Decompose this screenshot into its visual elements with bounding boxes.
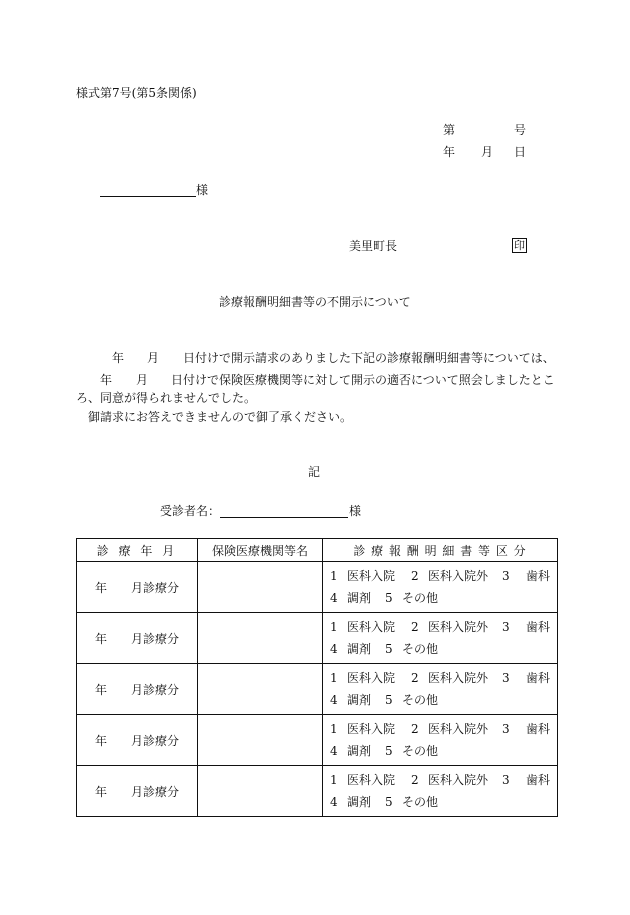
table-row [77, 766, 558, 817]
addressee-suffix: 様 [196, 183, 209, 197]
cat-label: その他 [402, 642, 439, 656]
treatment-month-cell [77, 613, 198, 664]
cat-num: 1 [330, 773, 338, 787]
cat-label: その他 [402, 744, 439, 758]
cat-label: 調剤 [347, 591, 372, 605]
cat-num: 2 [411, 773, 419, 787]
cat-label: 医科入院外 [428, 620, 489, 634]
category-cell [323, 613, 558, 664]
doc-number-dai: 第 [443, 123, 456, 137]
cat-label: 医科入院外 [428, 773, 489, 787]
body-line2-month: 月 [136, 373, 149, 387]
cat-label: 医科入院外 [428, 722, 489, 736]
cat-num: 2 [411, 569, 419, 583]
treatment-month-cell [77, 664, 198, 715]
cat-num: 4 [330, 591, 338, 605]
date-day: 日 [514, 145, 527, 159]
cat-label: 調剤 [347, 693, 372, 707]
cat-label: 歯科 [526, 773, 551, 787]
category-cell [323, 664, 558, 715]
table-header-row [77, 539, 558, 562]
cat-num: 2 [411, 620, 419, 634]
patient-name-line [220, 517, 348, 518]
cat-num: 2 [411, 722, 419, 736]
institution-cell [198, 562, 323, 613]
table-row [77, 562, 558, 613]
cat-label: 医科入院外 [428, 569, 489, 583]
cat-label: 調剤 [347, 642, 372, 656]
cat-num: 5 [385, 744, 393, 758]
date-month: 月 [481, 145, 494, 159]
cat-num: 4 [330, 795, 338, 809]
patient-suffix: 様 [349, 504, 362, 518]
row-year: 年 [94, 682, 107, 697]
institution-cell [198, 613, 323, 664]
cat-num: 3 [502, 722, 510, 736]
cat-num: 3 [502, 569, 510, 583]
cat-num: 3 [502, 671, 510, 685]
row-month: 月診療分 [130, 682, 179, 697]
cat-num: 5 [385, 591, 393, 605]
body-line2-text: 日付けで保険医療機関等に対して開示の適否について照会しましたとこ [171, 373, 555, 387]
header-treatment-month: 診 療 年 月 [77, 539, 198, 562]
cat-label: 医科入院 [347, 671, 396, 685]
cat-num: 4 [330, 744, 338, 758]
table-row [77, 715, 558, 766]
row-month: 月診療分 [130, 631, 179, 646]
cat-label: 医科入院外 [428, 671, 489, 685]
cat-label: 歯科 [526, 620, 551, 634]
ki-heading: 記 [308, 465, 321, 479]
row-year: 年 [94, 784, 107, 799]
cat-label: 医科入院 [347, 569, 396, 583]
cat-label: 歯科 [526, 671, 551, 685]
cat-label: 医科入院 [347, 722, 396, 736]
cat-label: その他 [402, 693, 439, 707]
subject-title: 診療報酬明細書等の不開示について [219, 295, 411, 309]
row-year: 年 [94, 733, 107, 748]
cat-num: 3 [502, 620, 510, 634]
patient-label: 受診者名： [160, 504, 221, 518]
body-line1-year: 年 [112, 351, 125, 365]
cat-label: 歯科 [526, 722, 551, 736]
cat-label: 医科入院 [347, 773, 396, 787]
header-institution: 保険医療機関等名 [198, 539, 323, 562]
cat-num: 5 [385, 693, 393, 707]
header-category: 診 療 報 酬 明 細 書 等 区 分 [323, 539, 558, 562]
cat-num: 3 [502, 773, 510, 787]
institution-cell [198, 664, 323, 715]
row-month: 月診療分 [130, 580, 179, 595]
cat-label: 歯科 [526, 569, 551, 583]
category-cell [323, 562, 558, 613]
category-cell [323, 766, 558, 817]
treatment-month-cell [77, 562, 198, 613]
row-month: 月診療分 [130, 733, 179, 748]
row-year: 年 [94, 580, 107, 595]
body-line1-text: 日付けで開示請求のありました下記の診療報酬明細書等については、 [183, 351, 555, 365]
cat-num: 1 [330, 671, 338, 685]
date-year: 年 [443, 145, 456, 159]
treatment-month-cell [77, 715, 198, 766]
institution-cell [198, 766, 323, 817]
table-row [77, 664, 558, 715]
cat-label: 調剤 [347, 795, 372, 809]
treatment-month-cell [77, 766, 198, 817]
body-line2-year: 年 [100, 373, 113, 387]
doc-number-go: 号 [514, 123, 527, 137]
addressee-name-line [100, 196, 196, 197]
institution-cell [198, 715, 323, 766]
cat-num: 4 [330, 642, 338, 656]
body-line1-month: 月 [147, 351, 160, 365]
form-number: 様式第7号(第5条関係) [76, 86, 197, 100]
issuer-title: 美里町長 [349, 239, 398, 253]
seal-mark: 印 [514, 239, 525, 252]
cat-label: その他 [402, 795, 439, 809]
row-month: 月診療分 [130, 784, 179, 799]
cat-num: 1 [330, 569, 338, 583]
cat-label: その他 [402, 591, 439, 605]
cat-num: 4 [330, 693, 338, 707]
cat-num: 5 [385, 795, 393, 809]
cat-label: 調剤 [347, 744, 372, 758]
cat-num: 5 [385, 642, 393, 656]
body-line3-text: ろ、同意が得られませんでした。 [76, 391, 257, 405]
table-row [77, 613, 558, 664]
records-table [76, 538, 558, 817]
body-line4-text: 御請求にお答えできませんので御了承ください。 [88, 410, 353, 424]
cat-num: 1 [330, 722, 338, 736]
cat-num: 2 [411, 671, 419, 685]
category-cell [323, 715, 558, 766]
cat-num: 1 [330, 620, 338, 634]
cat-label: 医科入院 [347, 620, 396, 634]
row-year: 年 [94, 631, 107, 646]
